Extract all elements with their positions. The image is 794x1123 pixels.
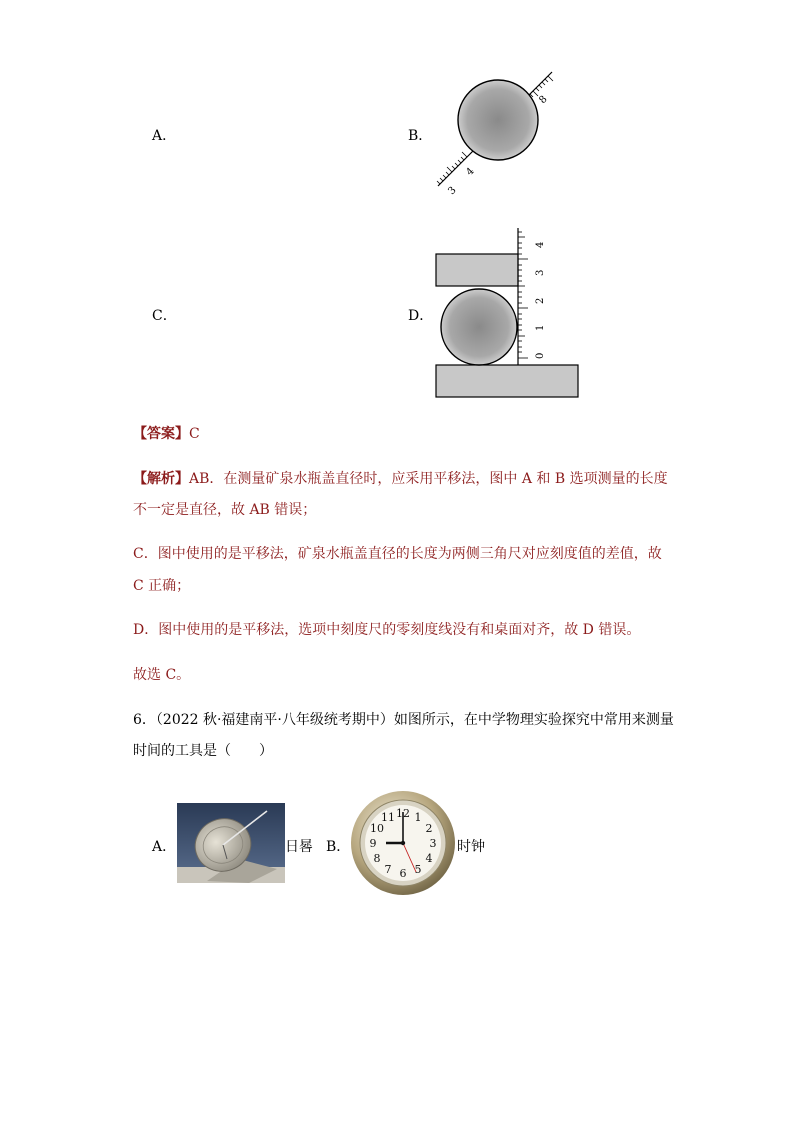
analysis-conclusion: 故选 C。 xyxy=(133,667,191,683)
clock-numeral: 1 xyxy=(414,811,422,824)
analysis-c-line-2: C 正确； xyxy=(133,578,191,594)
ruler-label-1: 1 xyxy=(535,324,546,331)
ruler-label-3: 3 xyxy=(535,269,546,276)
option-c-label: C． xyxy=(152,308,177,324)
clock-numeral: 6 xyxy=(399,867,407,880)
sundial-image xyxy=(177,803,285,883)
option-a-label: A． xyxy=(152,128,177,144)
answer-tag: 【答案】 xyxy=(133,426,189,442)
clock-numeral: 3 xyxy=(429,837,437,850)
option-b-label: B． xyxy=(408,128,433,144)
clock-numeral: 7 xyxy=(384,863,392,876)
q6-option-b-text: 时钟 xyxy=(457,839,485,855)
option-d-label: D． xyxy=(408,308,434,324)
clock-image xyxy=(350,790,456,896)
bottle-cap xyxy=(441,289,517,365)
q6-option-b-label: B． xyxy=(326,839,351,855)
analysis-c-line-1: C．图中使用的是平移法，矿泉水瓶盖直径的长度为两侧三角尺对应刻度值的差值，故 xyxy=(133,546,662,562)
option-b-figure xyxy=(428,62,558,202)
ruler-label-8: 8 xyxy=(537,93,550,107)
q6-option-a-text: 日晷 xyxy=(285,839,313,855)
clock-numeral: 4 xyxy=(425,852,433,865)
analysis-line-2: 不一定是直径，故 AB 错误； xyxy=(133,502,317,518)
answer-line xyxy=(133,421,200,448)
question-6-line-2: 时间的工具是（ ） xyxy=(133,743,273,759)
option-d-figure xyxy=(432,226,584,402)
ruler-label-4: 4 xyxy=(464,165,477,179)
analysis-line-1: 【解析】AB．在测量矿泉水瓶盖直径时，应采用平移法，图中 A 和 B 选项测量的长度 xyxy=(133,471,668,487)
clock-numeral: 9 xyxy=(369,837,377,850)
answer-value: C xyxy=(189,426,200,442)
lower-block xyxy=(436,365,578,397)
clock-numeral: 12 xyxy=(396,807,410,820)
ruler-label-3: 3 xyxy=(446,184,459,198)
clock-numeral: 8 xyxy=(373,852,381,865)
clock-numeral: 10 xyxy=(370,822,384,835)
clock-numeral: 5 xyxy=(414,863,422,876)
clock-numeral: 2 xyxy=(425,822,433,835)
ruler-ticks-lower xyxy=(437,152,467,184)
ruler-label-4: 4 xyxy=(535,241,546,248)
clock-numeral: 11 xyxy=(381,811,395,824)
ruler-ticks xyxy=(518,232,528,358)
ruler-label-2: 2 xyxy=(535,297,546,304)
question-6-line-1: 6．（2022 秋·福建南平·八年级统考期中）如图所示，在中学物理实验探究中常用来测量 xyxy=(133,712,674,728)
bottle-cap xyxy=(458,80,538,160)
ruler-label-0: 0 xyxy=(535,352,546,359)
q6-option-a-label: A． xyxy=(152,839,177,855)
analysis-tag: 【解析】 xyxy=(133,471,189,487)
upper-block xyxy=(436,254,518,286)
analysis-d-line: D．图中使用的是平移法，选项中刻度尺的零刻度线没有和桌面对齐，故 D 错误。 xyxy=(133,622,641,638)
